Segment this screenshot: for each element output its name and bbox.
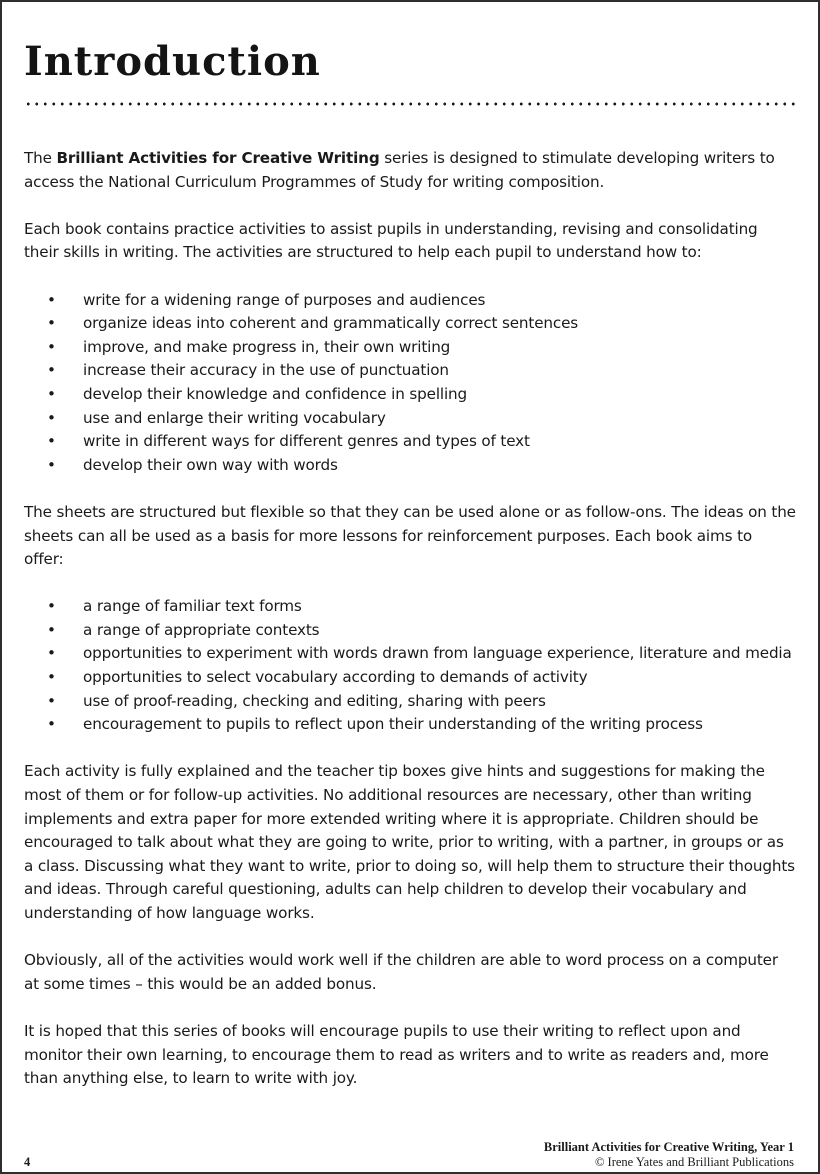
paragraph-computer: Obviously, all of the activities would work well if the children are able to word process on a computer at some times – this would be an added bonus. [24, 951, 778, 993]
list-item-text: organize ideas into coherent and grammatically correct sentences [83, 314, 579, 333]
list-item [24, 642, 796, 666]
paragraph-conclusion: It is hoped that this series of books will encourage pupils to use their writing to reflect upon and monitor their own learning, to encourage them to read as writers and to write as readers and, more than anything else, to learn to write with joy. [24, 1021, 769, 1088]
page-content [24, 147, 796, 1114]
list-item [24, 359, 796, 383]
list-item [24, 454, 796, 478]
list-item-text: a range of appropriate contexts [83, 620, 320, 639]
list-item-text: write in different ways for different genres and types of text [83, 432, 530, 451]
list-item-text: use of proof-reading, checking and editing, sharing with peers [83, 691, 546, 710]
intro-suffix: series is designed to stimulate developing writers to access the National Curriculum Programmes of Study for writing composition. [24, 149, 775, 191]
bullet-icon: • [47, 620, 56, 639]
bullet-icon: • [47, 314, 56, 333]
bullet-icon: • [47, 691, 56, 710]
paragraph-skills: Each book contains practice activities to assist pupils in understanding, revising and consolidating their skills in writing. The activities are structured to help each pupil to understand how to: [24, 219, 758, 262]
bullet-icon: • [47, 644, 56, 663]
list-item-text: opportunities to experiment with words drawn from language experience, literature and media [83, 644, 792, 663]
paragraph-activities: Each activity is fully explained and the teacher tip boxes give hints and suggestions for making the most of them or for follow-up activities. No additional resources are necessary, other than writing implements and extra paper for more extended writing where it is appropriate. Children should be encouraged to talk about what they are going to write, prior to writing, with a partner, in groups or as a class. Discussing what they want to write, prior to doing so, will help them to structure their thoughts and ideas. Through careful questioning, adults can help children to develop their vocabulary and understanding of how language works. [24, 762, 795, 922]
list-item [24, 407, 796, 431]
list-item-text: increase their accuracy in the use of punctuation [83, 361, 449, 380]
list-item [24, 619, 796, 643]
list-item-text: opportunities to select vocabulary according to demands of activity [83, 668, 588, 687]
list-item [24, 336, 796, 360]
offers-list [24, 595, 796, 737]
bullet-icon: • [47, 668, 56, 687]
page-footer [544, 1140, 794, 1170]
intro-prefix: The [24, 149, 57, 167]
list-item-text: improve, and make progress in, their own writing [83, 337, 451, 356]
page-title: Introduction [24, 38, 321, 85]
bullet-icon: • [47, 290, 56, 309]
bullet-icon: • [47, 408, 56, 427]
bullet-icon: • [47, 432, 56, 451]
list-item [24, 690, 796, 714]
dotted-divider [24, 102, 798, 106]
list-item [24, 289, 796, 313]
bullet-icon: • [47, 337, 56, 356]
footer-copyright: © Irene Yates and Brilliant Publications [594, 1155, 794, 1169]
bullet-icon: • [47, 384, 56, 403]
skills-list [24, 289, 796, 478]
paragraph-sheets: The sheets are structured but flexible so that they can be used alone or as follow-ons. The ideas on the sheets can all be used as a basis for more lessons for reinforcement purposes. Each book aims to offer: [24, 502, 796, 569]
list-item-text: use and enlarge their writing vocabulary [83, 408, 386, 427]
intro-paragraph [24, 147, 796, 194]
list-item-text: encouragement to pupils to reflect upon their understanding of the writing process [83, 715, 703, 734]
list-item-text: write for a widening range of purposes and audiences [83, 290, 486, 309]
bullet-icon: • [47, 715, 56, 734]
list-item [24, 595, 796, 619]
list-item-text: a range of familiar text forms [83, 597, 302, 616]
list-item [24, 383, 796, 407]
page-number: 4 [24, 1155, 31, 1169]
footer-series-title: Brilliant Activities for Creative Writing, Year 1 [543, 1140, 794, 1154]
list-item-text: develop their own way with words [83, 455, 338, 474]
list-item [24, 430, 796, 454]
bullet-icon: • [47, 361, 56, 380]
list-item [24, 666, 796, 690]
list-item [24, 713, 796, 737]
bullet-icon: • [47, 597, 56, 616]
list-item [24, 312, 796, 336]
series-name: Brilliant Activities for Creative Writing [56, 149, 380, 167]
list-item-text: develop their knowledge and confidence in spelling [83, 384, 468, 403]
bullet-icon: • [47, 455, 56, 474]
